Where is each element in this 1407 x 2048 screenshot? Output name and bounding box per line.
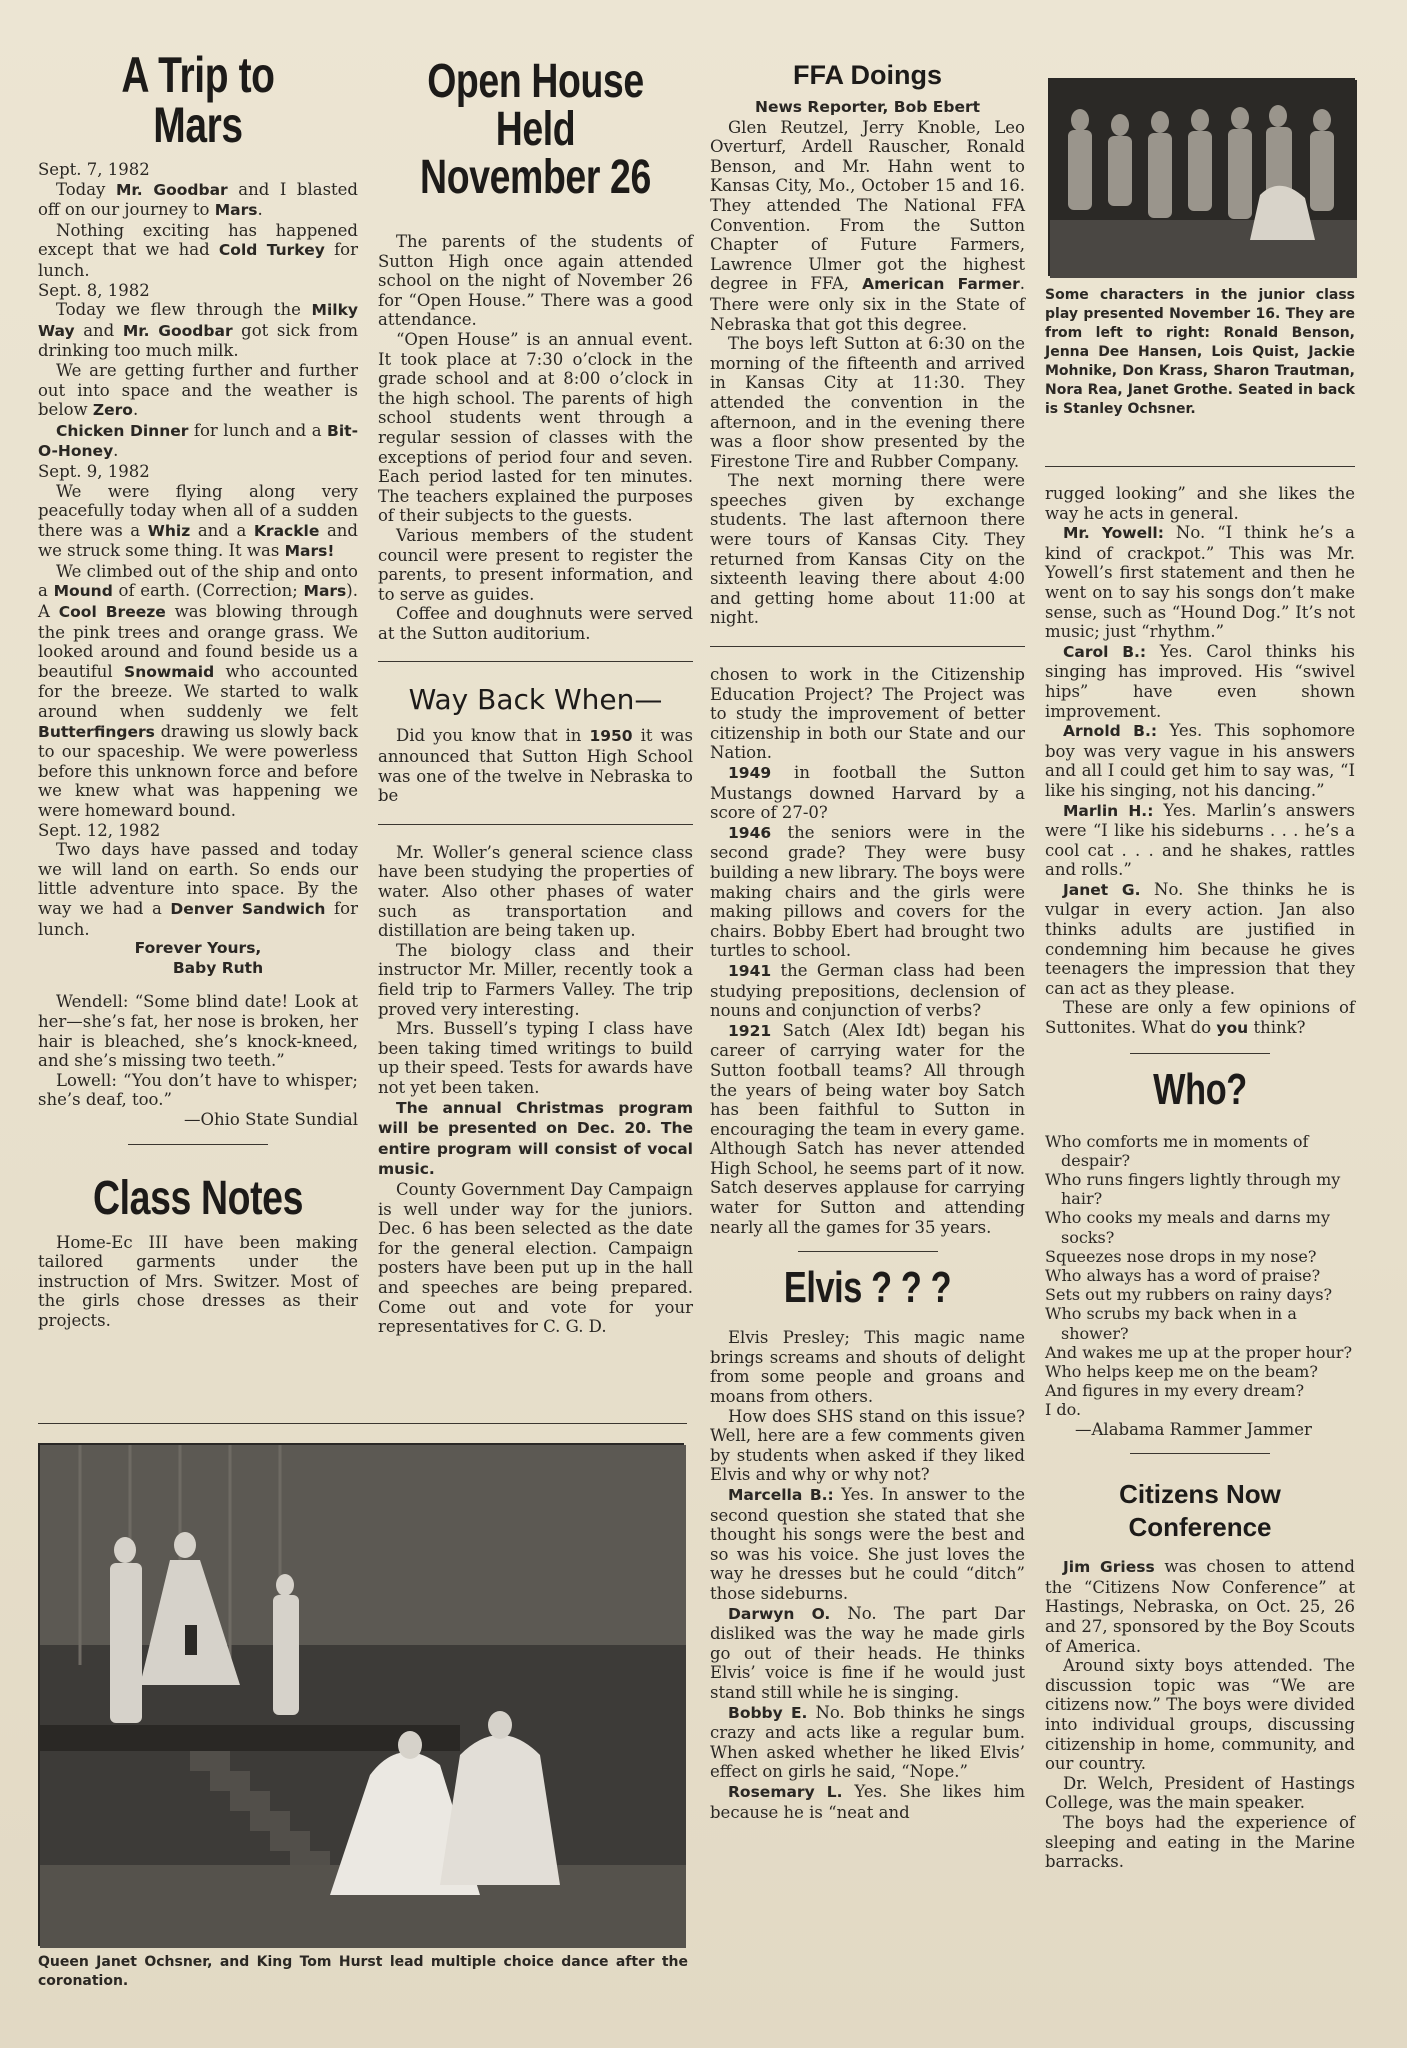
elvis-headline: Elvis ? ? ? xyxy=(783,1263,952,1313)
elvis-paragraph: rugged looking” and she likes the way he acts in general. xyxy=(1045,484,1355,523)
way-back-items xyxy=(710,763,1025,1237)
junior-class-play-photo-art xyxy=(1050,80,1357,278)
citizens-paragraph: Around sixty boys attended. The discussion topic was “We are citizens now.” The boys were divided into individual groups, discussing citizenship in home, community, and our country. xyxy=(1045,1656,1355,1774)
poem-line: Sets out my rubbers on rainy days? xyxy=(1045,1285,1333,1305)
who-poem xyxy=(1045,1132,1355,1420)
science-para-3: Mrs. Bussell’s typing I class have been taking timed writings to build up their speed. Tests for awards have not yet been taken. xyxy=(378,1019,693,1097)
divider xyxy=(710,646,1025,647)
citizens-headline-line2: Conference xyxy=(1128,1511,1272,1542)
who-source: —Alabama Rammer Jammer xyxy=(1075,1419,1312,1439)
elvis-paragraph: Bobby E. No. Bob thinks he sings crazy and acts like a regular bum. When asked whether he liked Elvis’ effect on girls he said, “Nope.” xyxy=(710,1702,1026,1782)
mars-paragraph: We climbed out of the ship and onto a Mound of earth. (Correction; Mars). A Cool Breeze was blowing through the pink trees and orange grass. We looked around and found beside us a beautiful Snowmaid who accounted for the breeze. We started to walk around when suddenly we felt Butterfingers drawing us slowly back to our spaceship. We were powerless before this unknown force and before we knew what was happening we were homeward bound. xyxy=(38,561,358,820)
mars-signoff-2: Baby Ruth xyxy=(172,958,264,977)
elvis-paragraph: Carol B.: Yes. Carol thinks his singing has improved. His “swivel hips” have even shown improvement. xyxy=(1045,641,1355,721)
way-back-item: 1921 Satch (Alex Idt) began his career of carrying water for the Sutton football teams? All through the years of being water boy Satch has been faithful to Sutton in encouraging the team in every game. Although Satch has never attended High School, he seems part of it now. Satch deserves applause for carrying water for Sutton and attending nearly all the games for 35 years. xyxy=(710,1020,1025,1237)
elvis-paragraph: Darwyn O. No. The part Dar disliked was the way he made girls go out of their heads. He thinks Elvis’ voice is fine if he would just stand still while he is singing. xyxy=(710,1603,1025,1702)
joke-source: —Ohio State Sundial xyxy=(183,1109,358,1129)
divider xyxy=(1045,466,1355,467)
mars-paragraph: We are getting further and further out into space and the weather is below Zero. xyxy=(38,360,358,420)
coronation-dance-photo xyxy=(38,1443,684,1946)
open-house-headline-line2: November 26 xyxy=(420,151,651,204)
way-back-item: 1946 the seniors were in the second grade? They were busy building a new library. The boys were making chairs and the girls were making pillows and covers for the chairs. Bobby Ebert had brought two turtles to school. xyxy=(710,822,1025,961)
open-house-para-4: Coffee and doughnuts were served at the Sutton auditorium. xyxy=(378,604,693,643)
coronation-dance-photo-art xyxy=(40,1445,686,1948)
joke-line-1: Wendell: “Some blind date! Look at her—she’s fat, her nose is broken, her hair is bleached, she’s knock-kneed, and she’s missing two teeth.” xyxy=(38,992,358,1071)
elvis-paragraph: Rosemary L. Yes. She likes him because he is “neat and xyxy=(710,1781,1025,1822)
way-back-continued: chosen to work in the Citizenship Education Project? The Project was to study the improvement of better citizenship in both our State and our Nation. xyxy=(710,665,1025,763)
citizens-paragraph: Dr. Welch, President of Hastings College, was the main speaker. xyxy=(1045,1773,1355,1813)
poem-line: I do. xyxy=(1045,1400,1082,1420)
elvis-paragraph: Arnold B.: Yes. This sophomore boy was very vague in his answers and all I could get him to say was, “I like his singing, not his dancing.” xyxy=(1045,721,1355,800)
elvis-closing: These are only a few opinions of Suttonites. What do you think? xyxy=(1045,998,1355,1038)
class-notes-body: Home-Ec III have been making tailored garments under the instruction of Mrs. Switzer. Most of the girls chose dresses as their projects. xyxy=(38,1232,358,1330)
way-back-item: 1941 the German class had been studying prepositions, declension of nouns and conjunction of verbs? xyxy=(710,960,1025,1021)
elvis-article-continued xyxy=(1045,484,1355,998)
poem-line: Who scrubs my back when in a shower? xyxy=(1045,1304,1297,1343)
junior-class-play-photo xyxy=(1048,78,1355,276)
elvis-paragraph: Elvis Presley; This magic name brings screams and shouts of delight from some people and groans and moans from others. xyxy=(710,1328,1025,1407)
ffa-byline: News Reporter, Bob Ebert xyxy=(754,98,981,116)
poem-line: And wakes me up at the proper hour? xyxy=(1045,1342,1353,1362)
open-house-para-3: Various members of the student council were present to register the parents, to present information, and to serve as guides. xyxy=(378,525,693,604)
elvis-paragraph: Mr. Yowell: No. “I think he’s a kind of crackpot.” This was Mr. Yowell’s first statement and then he went on to say his songs don’t make sense, such as “Hound Dog.” It’s not music; just “rhythm.” xyxy=(1045,523,1356,642)
citizens-headline xyxy=(1045,1478,1355,1543)
citizens-paragraph: The boys had the experience of sleeping and eating in the Marine barracks. xyxy=(1045,1812,1355,1872)
who-headline: Who? xyxy=(1153,1064,1247,1114)
elvis-paragraph: Marcella B.: Yes. In answer to the second question she stated that she thought his songs were the best and so was his voice. She just loves the way he dresses but he could “ditch” those sideburns. xyxy=(710,1485,1025,1603)
mars-paragraph: We were flying along very peacefully today when all of a sudden there was a Whiz and a Krackle and we struck some thing. It was Mars! xyxy=(38,481,358,561)
elvis-paragraph: How does SHS stand on this issue? Well, here are a few comments given by students when asked if they liked Elvis and why or why not? xyxy=(710,1406,1025,1485)
elvis-article-body xyxy=(710,1328,1025,1822)
divider xyxy=(38,1423,687,1424)
open-house-headline xyxy=(413,55,659,204)
christmas-program-note: The annual Christmas program will be presented on Dec. 20. The entire program will consist of vocal music. xyxy=(378,1098,693,1179)
mars-signoff-1: Forever Yours, xyxy=(134,939,262,958)
way-back-item: 1949 in football the Sutton Mustangs downed Harvard by a score of 27-0? xyxy=(710,763,1025,823)
divider xyxy=(128,1144,268,1145)
coronation-dance-caption: Queen Janet Ochsner, and King Tom Hurst lead multiple choice dance after the coronation. xyxy=(38,1954,688,1989)
science-para-2: The biology class and their instructor Mr. Miller, recently took a field trip to Farmers Valley. The trip proved very interesting. xyxy=(378,940,693,1019)
mars-paragraph: Today we flew through the Milky Way and Mr. Goodbar got sick from drinking too much milk. xyxy=(38,300,358,361)
column-3 xyxy=(710,60,1026,1822)
column-4 xyxy=(1045,484,1355,2004)
open-house-para-1: The parents of the students of Sutton High once again attended school on the night of November 26 for “Open House.” There was a good attendance. xyxy=(378,232,693,330)
way-back-headline: Way Back When— xyxy=(408,683,663,717)
mars-paragraph: Chicken Dinner for lunch and a Bit-O-Honey. xyxy=(38,420,359,461)
poem-line: Who cooks my meals and darns my socks? xyxy=(1045,1208,1330,1247)
poem-line: And figures in my every dream? xyxy=(1045,1381,1305,1401)
citizens-headline-line1: Citizens Now xyxy=(1119,1479,1281,1510)
mars-paragraph: Nothing exciting has happened except that we had Cold Turkey for lunch. xyxy=(38,220,358,280)
mars-headline: A Trip to Mars xyxy=(121,47,275,153)
poem-line: Who helps keep me on the beam? xyxy=(1045,1362,1318,1382)
junior-class-play-caption: Some characters in the junior class play presented November 16. They are from left to right: Ronald Benson, Jenna Dee Hansen, Lois Quist, Jackie Mohnike, Don Krass, Sharon Trautman, Nora Rea, Janet Grothe. Seated in back is Stanley Ochsner. xyxy=(1045,287,1355,417)
mars-dateline: Sept. 7, 1982 xyxy=(38,160,150,179)
joke-line-2: Lowell: “You don’t have to whisper; she’s deaf, too.” xyxy=(38,1070,358,1110)
poem-line: Who comforts me in moments of despair? xyxy=(1045,1131,1309,1170)
class-notes-headline: Class Notes xyxy=(92,1171,304,1225)
column-1 xyxy=(38,47,359,1410)
ffa-para-3: The next morning there were speeches given by exchange students. The last afternoon there were tours of Kansas City. They returned from Kansas City on the sixteenth leaving there about 4:00 and getting home about 11:00 at night. xyxy=(710,471,1025,628)
ffa-para-2: The boys left Sutton at 6:30 on the morning of the fifteenth and arrived in Kansas City at 11:30. They attended the convention in the afternoon, and in the evening there was a floor show presented by the Firestone Tire and Rubber Company. xyxy=(710,334,1025,471)
open-house-headline-line1: Open House Held xyxy=(427,55,644,156)
mars-paragraph: Today Mr. Goodbar and I blasted off on our journey to Mars. xyxy=(38,179,358,220)
divider xyxy=(378,824,693,825)
open-house-para-2: “Open House” is an annual event. It took place at 7:30 o’clock in the grade school and at 8:00 o’clock in the high school. The parents of high school students went through a regular session of classes with the exceptions of period four and seven. Each period lasted for ten minutes. The teachers explained the purposes of their subjects to the guests. xyxy=(378,329,693,526)
mars-dateline: Sept. 12, 1982 xyxy=(38,820,161,840)
divider xyxy=(1130,1453,1270,1454)
poem-line: Who always has a word of praise? xyxy=(1045,1266,1321,1286)
mars-paragraph: Two days have passed and today we will land on earth. So ends our little adventure into space. By the way we had a Denver Sandwich for lunch. xyxy=(38,840,358,939)
citizens-paragraph: Jim Griess was chosen to attend the “Citizens Now Conference” at Hastings, Nebraska, on Oct. 25, 26 and 27, sponsored by the Boy Scouts of America. xyxy=(1045,1557,1355,1656)
divider xyxy=(798,1251,938,1252)
ffa-headline: FFA Doings xyxy=(793,60,942,90)
mars-dateline: Sept. 8, 1982 xyxy=(38,280,150,300)
mars-article-body xyxy=(38,160,358,939)
poem-line: Squeezes nose drops in my nose? xyxy=(1045,1246,1317,1266)
column-2 xyxy=(378,50,693,1410)
poem-line: Who runs fingers lightly through my hair? xyxy=(1045,1170,1341,1209)
elvis-paragraph: Janet G. No. She thinks he is vulgar in every action. Jan also thinks adults are justified in condemning him because he gives teenagers the impression that they can act as they please. xyxy=(1045,879,1355,998)
way-back-intro: Did you know that in 1950 it was announced that Sutton High School was one of the twelve in Nebraska to be xyxy=(378,726,693,806)
science-para-1: Mr. Woller’s general science class have been studying the properties of water. Also other phases of water such as transportation and distillation are being taken up. xyxy=(378,842,693,941)
divider xyxy=(1130,1053,1270,1054)
elvis-paragraph: Marlin H.: Yes. Marlin’s answers were “I like his sideburns . . . he’s a cool cat . . . and he shakes, rattles and rolls.” xyxy=(1045,800,1355,880)
ffa-para-1: Glen Reutzel, Jerry Knoble, Leo Overturf, Ardell Rauscher, Ronald Benson, and Mr. Hahn went to Kansas City, Mo., October 15 and 16. They attended The National FFA Convention. From the Sutton Chapter of Future Farmers, Lawrence Ulmer got the highest degree in FFA, American Farmer. There were only six in the State of Nebraska that got this degree. xyxy=(710,117,1025,334)
mars-dateline: Sept. 9, 1982 xyxy=(38,461,150,481)
citizens-article-body xyxy=(1045,1557,1355,1872)
cgd-para: County Government Day Campaign is well under way for the juniors. Dec. 6 has been selected as the date for the general election. Campaign posters have been put up in the hall and speeches are being prepared. Come out and vote for your representatives for C. G. D. xyxy=(378,1179,693,1337)
divider xyxy=(378,661,693,662)
